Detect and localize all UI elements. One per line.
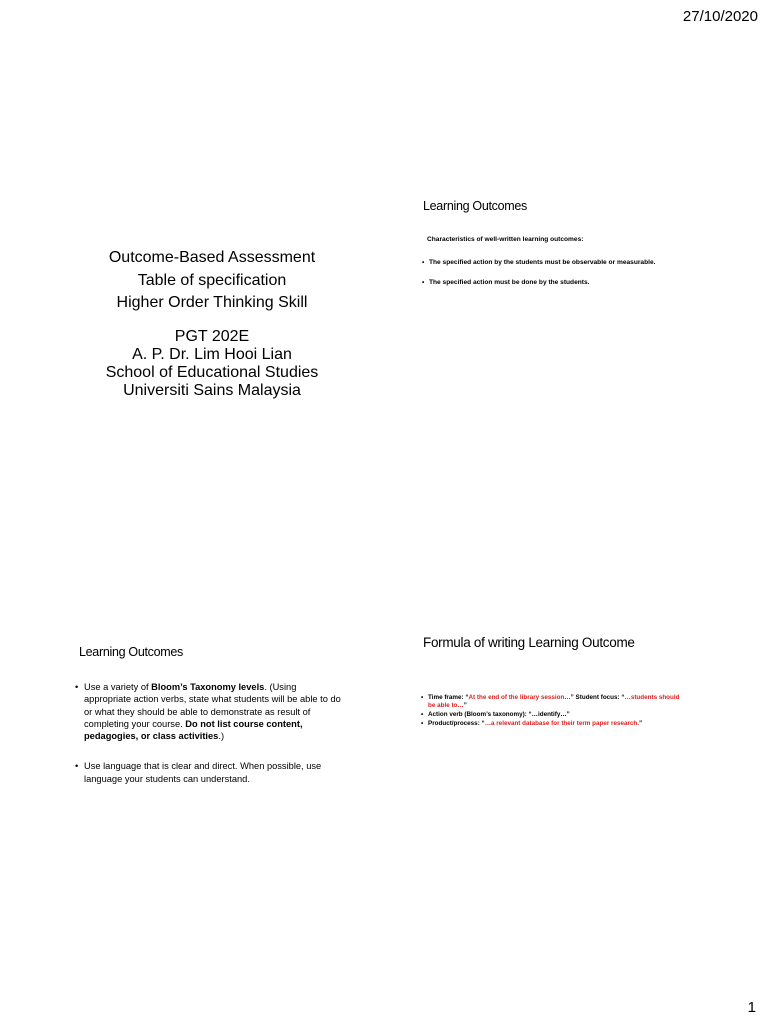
list-item: • The specified action by the students must be observable or measurable. [422, 258, 656, 266]
slide1-university: Universiti Sains Malaysia [123, 382, 301, 399]
bullet-text: Action verb (Bloom’s taxonomy): “…identify…” [428, 711, 570, 719]
slide1-line3: Higher Order Thinking Skill [116, 294, 308, 311]
bullet-text: Use a variety of Bloom’s Taxonomy levels. (Using appropriate action verbs, state what students will be able to do or what they should be able to demonstrate as result of completing your course. Do not list course content, pedagogies, or class activities.) [84, 682, 341, 742]
slide2-intro: Characteristics of well-written learning outcomes: [427, 236, 584, 243]
slide1-line2: Table of specification [137, 272, 287, 289]
list-item: • Use a variety of Bloom’s Taxonomy levels. (Using appropriate action verbs, state what students will be able to do or what they should be able to demonstrate as result of completing your course. Do not list course content, pedagogies, or class activities.) [75, 681, 345, 742]
slide2-title: Learning Outcomes [423, 199, 527, 213]
slide1-course: PGT 202E [174, 328, 250, 345]
slide1-school: School of Educational Studies [105, 364, 319, 381]
bullet-text: Time frame: “At the end of the library session…” Student focus: “…students should be able to…” [428, 694, 680, 709]
slide1-line1: Outcome-Based Assessment [108, 249, 316, 266]
date: 27/10/2020 [682, 8, 758, 25]
list-item: • Use language that is clear and direct. When possible, use language your students can understand. [75, 760, 345, 785]
slide3-title: Learning Outcomes [79, 645, 183, 659]
list-item: • Product/process: “…a relevant database for their term paper research.” [421, 720, 643, 728]
slide1-lecturer: A. P. Dr. Lim Hooi Lian [132, 346, 292, 363]
list-item: • Action verb (Bloom’s taxonomy): “…identify…” [421, 711, 570, 719]
list-item: • The specified action must be done by the students. [422, 279, 590, 287]
bullet-text: Product/process: “…a relevant database for their term paper research.” [428, 720, 643, 728]
slide4-title: Formula of writing Learning Outcome [423, 635, 635, 650]
page-number: 1 [747, 999, 756, 1016]
bullet-text: Use language that is clear and direct. When possible, use language your students can understand. [84, 761, 322, 784]
bullet-text: The specified action by the students must be observable or measurable. [429, 258, 656, 266]
bullet-text: The specified action must be done by the students. [429, 279, 590, 287]
list-item: • Time frame: “At the end of the library session…” Student focus: “…students should be able to…” [421, 694, 680, 709]
